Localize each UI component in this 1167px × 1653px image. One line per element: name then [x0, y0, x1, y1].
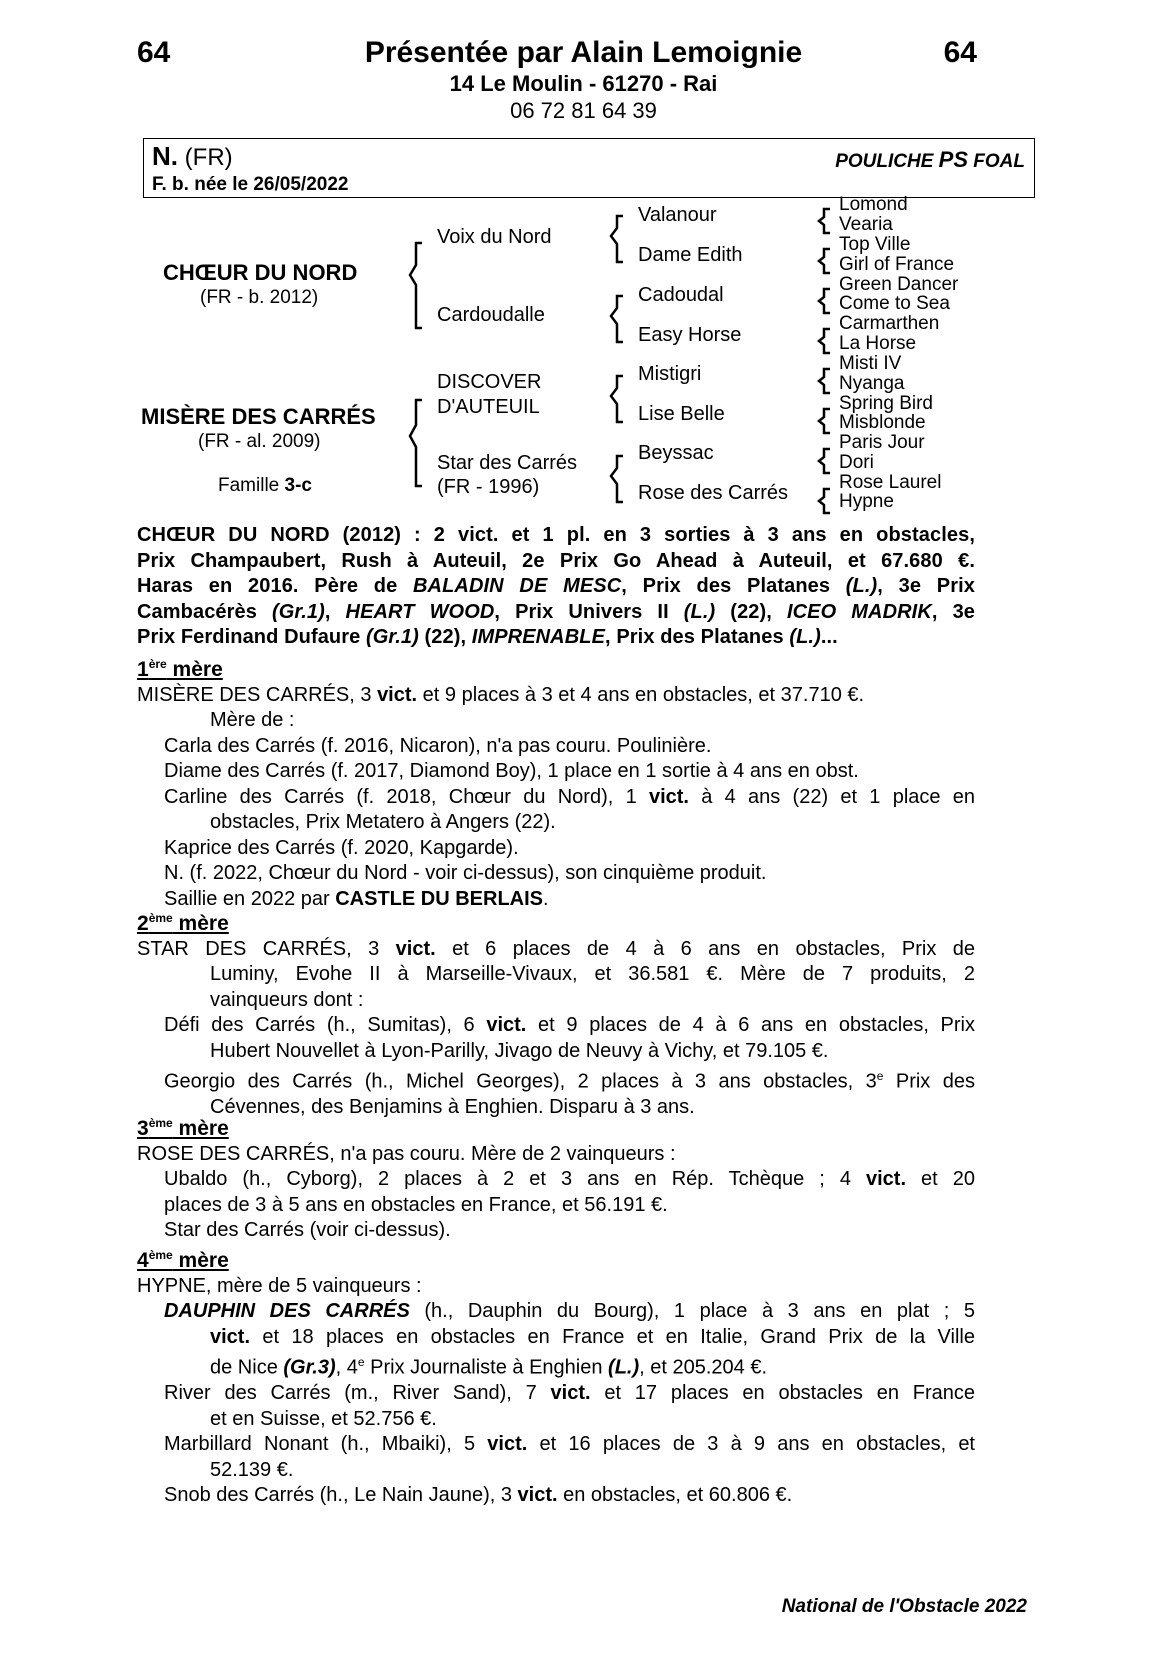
gen4-item: Spring Bird [839, 393, 933, 414]
lot-number-right: 64 [943, 36, 977, 69]
family: Famille 3-c [218, 475, 312, 496]
section-4th-dam: 4ème mère HYPNE, mère de 5 vainqueurs : DAUPHIN DES CARRÉS (h., Dauphin du Bourg), 1 place à 3 ans en plat ; 5 vict. et 18 places en obstacles en France et en Italie, Grand Prix de la Ville de Nice (Gr.3), 4e Prix Journaliste à Enghien (L.), et 205.204 €. River des Carrés (m., River Sand), 7 vict. et 17 places en obstacles en France et en Suisse, et 52.756 €. Marbillard Nonant (h., Mbaiki), 5 vict. et 16 places de 3 à 9 ans en obstacles, et 52.139 €. Snob des Carrés (h., Le Nain Jaune), 3 vict. en obstacles, et 60.806 €. [137, 1243, 975, 1509]
section-heading: 3ème mère [137, 1116, 229, 1140]
phone: 06 72 81 64 39 [510, 98, 657, 123]
gen4-item: Hypne [839, 491, 894, 512]
sex-label: POULICHE PS FOAL [835, 147, 1025, 172]
gen4-item: Lomond [839, 194, 908, 215]
gen4-item: Paris Jour [839, 432, 925, 453]
gen4-item: Misti IV [839, 353, 902, 374]
horse-name: N. (FR) [152, 141, 233, 171]
gen3-item: Rose des Carrés [638, 482, 789, 504]
page-title: Présentée par Alain Lemoignie [364, 36, 803, 69]
gen4-item: Nyanga [839, 373, 905, 394]
dam-info: (FR - al. 2009) [198, 431, 321, 452]
gen3-item: Cadoudal [638, 284, 724, 306]
gen4-item: Dori [839, 452, 874, 473]
gen4-item: Come to Sea [839, 293, 950, 314]
gen3-item: Easy Horse [638, 324, 742, 346]
section-3rd-dam: 3ème mère ROSE DES CARRÉS, n'a pas couru. Mère de 2 vainqueurs : Ubaldo (h., Cyborg), 2 places à 2 et 3 ans en Rép. Tchèque ; 4 vict. et 20 places de 3 à 5 ans en obstacles en France, et 56.191 €. Star des Carrés (voir ci-dessus). [137, 1111, 975, 1244]
gen2-dam-sire-line2: D'AUTEUIL [437, 396, 540, 418]
gen2-sire-sire: Voix du Nord [437, 226, 552, 248]
gen4-item: Girl of France [839, 254, 955, 275]
gen3-item: Lise Belle [638, 403, 725, 425]
gen3-item: Beyssac [638, 442, 714, 464]
gen4-item: Misblonde [839, 412, 926, 433]
gen4-item: Rose Laurel [839, 472, 942, 493]
dam-name: MISÈRE DES CARRÉS [141, 404, 376, 429]
sire-info: (FR - b. 2012) [200, 287, 319, 308]
gen3-item: Dame Edith [638, 244, 743, 266]
birth-date: F. b. née le 26/05/2022 [152, 174, 349, 195]
gen2-sire-dam: Cardoudalle [437, 304, 545, 326]
gen2-dam-dam-info: (FR - 1996) [437, 476, 540, 498]
gen4-item: La Horse [839, 333, 917, 354]
gen4-item: Top Ville [839, 234, 911, 255]
gen2-dam-sire-line1: DISCOVER [437, 371, 542, 393]
gen3-item: Mistigri [638, 363, 702, 385]
footer: National de l'Obstacle 2022 [781, 1596, 1027, 1617]
gen3-item: Valanour [638, 204, 717, 226]
address: 14 Le Moulin - 61270 - Rai [449, 71, 718, 96]
section-heading: 2ème mère [137, 911, 229, 935]
gen4-item: Vearia [839, 214, 893, 235]
section-heading: 1ère mère [137, 657, 223, 681]
gen4-item: Green Dancer [839, 274, 959, 295]
section-heading: 4ème mère [137, 1248, 229, 1272]
sire-paragraph: CHŒUR DU NORD (2012) : 2 vict. et 1 pl. en 3 sorties à 3 ans en obstacles, Prix Champaubert, Rush à Auteuil, 2e Prix Go Ahead à Auteuil, et 67.680 €. Haras en 2016. Père de BALADIN DE MESC, Prix des Platanes (L.), 3e Prix Cambacérès (Gr.1), HEART WOOD, Prix Univers II (L.) (22), ICEO MADRIK, 3e Prix Ferdinand Dufaure (Gr.1) (22), IMPRENABLE, Prix des Platanes (L.)... [137, 524, 976, 648]
gen4-item: Carmarthen [839, 313, 940, 334]
section-1st-dam: 1ère mère MISÈRE DES CARRÉS, 3 vict. et 9 places à 3 et 4 ans en obstacles, et 37.710 €. Mère de : Carla des Carrés (f. 2016, Nicaron), n'a pas couru. Poulinière. Diame des Carrés (f. 2017, Diamond Boy), 1 place en 1 sortie à 4 ans en obst. Carline des Carrés (f. 2018, Chœur du Nord), 1 vict. à 4 ans (22) et 1 place en obstacles, Prix Metatero à Angers (22). Kaprice des Carrés (f. 2020, Kapgarde). N. (f. 2022, Chœur du Nord - voir ci-dessus), son cinquième produit. Saillie en 2022 par CASTLE DU BERLAIS. [137, 652, 975, 912]
section-2nd-dam: 2ème mère STAR DES CARRÉS, 3 vict. et 6 places de 4 à 6 ans en obstacles, Prix de Luminy, Evohe II à Marseille-Vivaux, et 36.581 €. Mère de 7 produits, 2 vainqueurs dont : Défi des Carrés (h., Sumitas), 6 vict. et 9 places de 4 à 6 ans en obstacles, Prix Hubert Nouvellet à Lyon-Parilly, Jivago de Neuvy à Vichy, et 79.105 €. Georgio des Carrés (h., Michel Georges), 2 places à 3 ans obstacles, 3e Prix des Cévennes, des Benjamins à Enghien. Disparu à 3 ans. [137, 906, 975, 1121]
gen2-dam-dam: Star des Carrés [437, 452, 578, 474]
sire-name: CHŒUR DU NORD [163, 260, 358, 285]
lot-number-left: 64 [137, 36, 171, 69]
